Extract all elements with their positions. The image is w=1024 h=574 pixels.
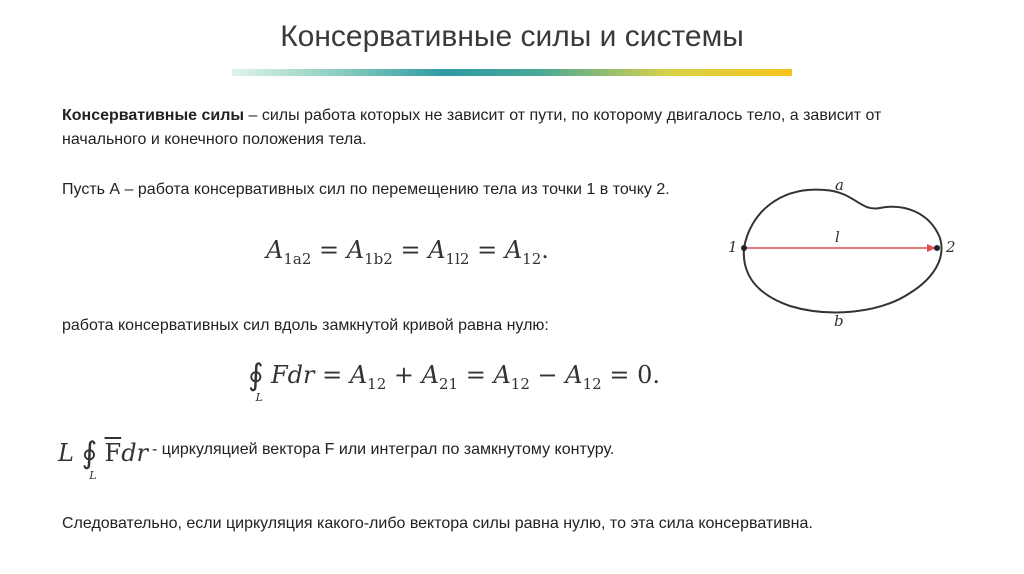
label-point-2: 2 [946, 238, 956, 256]
point-2-dot [934, 245, 940, 251]
definition-text: – силы работа которых не зависит от пути, по которому двигалось тело, а зависит от начального и конечного положения тела. [62, 107, 882, 148]
definition-term: Консервативные силы [62, 107, 245, 124]
work-intro-paragraph: Пусть А – работа консервативных сил по перемещению тела из точки 1 в точку 2. [62, 181, 670, 198]
closed-integral-formula: $∮_LFdr = A_{12} + A_{21} = A_{12} - A_{12} = 0$. [248, 358, 660, 404]
label-a: a [835, 176, 844, 194]
label-point-1: 1 [728, 238, 738, 256]
title-underline [232, 69, 792, 76]
path-diagram [720, 168, 980, 338]
work-equality-formula: $A_{1a2} = A_{1b2} = A_{1l2} = A_{12}$. [266, 236, 549, 268]
closed-curve-paragraph: работа консервативных сил вдоль замкнутой кривой равна нулю: [62, 317, 549, 334]
definition-paragraph [62, 104, 902, 152]
circulation-paragraph: - циркуляцией вектора F или интеграл по замкнутому контуру. [152, 441, 615, 458]
conclusion-paragraph: Следовательно, если циркуляция какого-либо вектора силы равна нулю, то эта сила консервативна. [62, 515, 813, 532]
label-b: b [834, 312, 844, 330]
contour-integral-symbol: ∮ [81, 436, 98, 471]
contour-integral-symbol: ∮ [248, 358, 264, 393]
label-l: l [835, 228, 840, 246]
slide-title: Консервативные силы и системы [280, 20, 744, 53]
point-1-dot [741, 245, 747, 251]
circulation-formula: L $∮_L\overline{F}dr$ [58, 436, 149, 482]
closed-path-curve [744, 190, 942, 313]
